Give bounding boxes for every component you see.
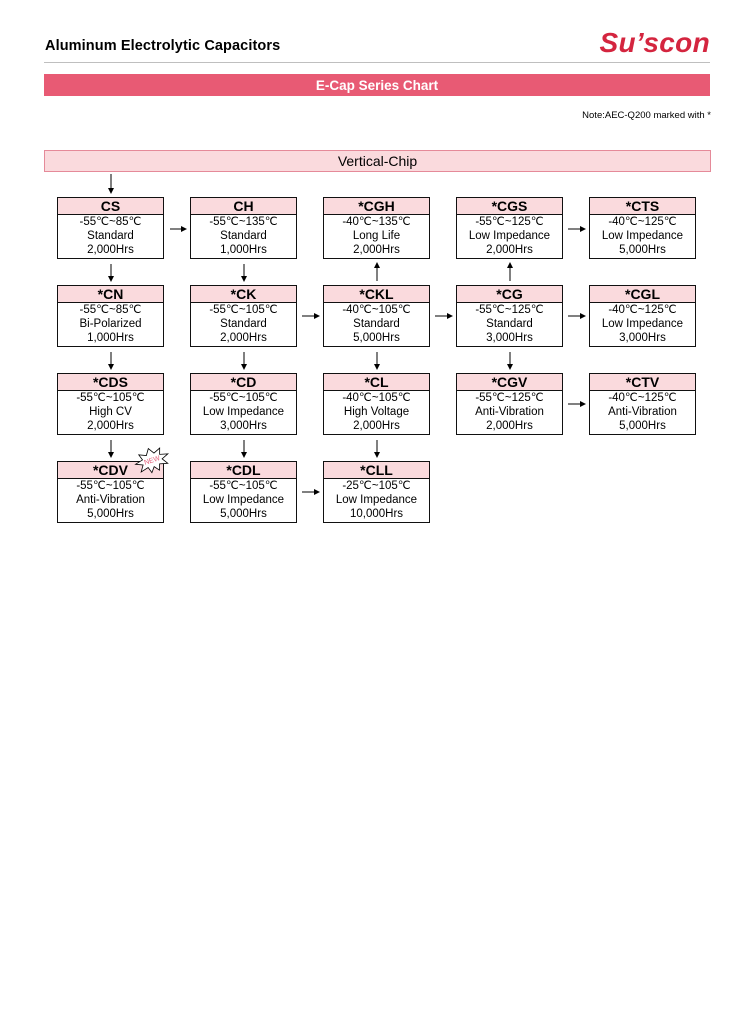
temperature-range: -55℃~135℃ xyxy=(209,216,278,228)
series-name: *CDS xyxy=(58,374,163,391)
temperature-range: -55℃~105℃ xyxy=(209,480,278,492)
series-name: *CD xyxy=(191,374,296,391)
load-life: 10,000Hrs xyxy=(349,508,404,520)
temperature-range: -40℃~105℃ xyxy=(342,392,411,404)
temperature-range: -55℃~125℃ xyxy=(475,304,544,316)
series-type: Standard xyxy=(220,230,267,242)
temperature-range: -55℃~105℃ xyxy=(209,304,278,316)
load-life: 1,000Hrs xyxy=(220,244,267,256)
series-type: Anti-Vibration xyxy=(76,494,145,506)
series-name: *CDL xyxy=(191,462,296,479)
series-type: Low Impedance xyxy=(202,406,285,418)
series-type: Standard xyxy=(87,230,134,242)
temperature-range: -40℃~105℃ xyxy=(342,304,411,316)
series-type: Low Impedance xyxy=(468,230,551,242)
load-life: 5,000Hrs xyxy=(220,508,267,520)
load-life: 3,000Hrs xyxy=(220,420,267,432)
series-name: *CG xyxy=(457,286,562,303)
aec-q200-note: Note:AEC-Q200 marked with * xyxy=(582,110,711,121)
series-name: *CN xyxy=(58,286,163,303)
brand-logo: Su’scon xyxy=(599,27,710,58)
series-name: *CDV xyxy=(58,462,163,479)
series-type: Standard xyxy=(486,318,533,330)
series-name: *CGH xyxy=(324,198,429,215)
temperature-range: -25℃~105℃ xyxy=(342,480,411,492)
series-name: *CK xyxy=(191,286,296,303)
series-type: Anti-Vibration xyxy=(475,406,544,418)
series-type: Standard xyxy=(353,318,400,330)
temperature-range: -55℃~125℃ xyxy=(475,216,544,228)
temperature-range: -55℃~125℃ xyxy=(475,392,544,404)
load-life: 2,000Hrs xyxy=(486,420,533,432)
series-name: CH xyxy=(191,198,296,215)
series-type: High CV xyxy=(89,406,132,418)
load-life: 2,000Hrs xyxy=(353,420,400,432)
series-name: *CTS xyxy=(590,198,695,215)
temperature-range: -40℃~135℃ xyxy=(342,216,411,228)
series-name: *CTV xyxy=(590,374,695,391)
temperature-range: -55℃~105℃ xyxy=(76,480,145,492)
temperature-range: -55℃~85℃ xyxy=(79,304,142,316)
series-type: Low Impedance xyxy=(335,494,418,506)
load-life: 5,000Hrs xyxy=(619,244,666,256)
load-life: 5,000Hrs xyxy=(619,420,666,432)
series-name: CS xyxy=(58,198,163,215)
load-life: 3,000Hrs xyxy=(619,332,666,344)
series-name: *CKL xyxy=(324,286,429,303)
series-name: *CL xyxy=(324,374,429,391)
load-life: 3,000Hrs xyxy=(486,332,533,344)
series-name: *CGS xyxy=(457,198,562,215)
temperature-range: -55℃~105℃ xyxy=(76,392,145,404)
temperature-range: -55℃~85℃ xyxy=(79,216,142,228)
load-life: 2,000Hrs xyxy=(87,420,134,432)
chart-title: E-Cap Series Chart xyxy=(315,77,439,93)
load-life: 2,000Hrs xyxy=(220,332,267,344)
temperature-range: -40℃~125℃ xyxy=(608,216,677,228)
series-type: Low Impedance xyxy=(601,318,684,330)
load-life: 5,000Hrs xyxy=(353,332,400,344)
load-life: 2,000Hrs xyxy=(486,244,533,256)
temperature-range: -40℃~125℃ xyxy=(608,304,677,316)
series-type: Standard xyxy=(220,318,267,330)
series-type: Long Life xyxy=(352,230,401,242)
series-type: High Voltage xyxy=(343,406,410,418)
series-type: Low Impedance xyxy=(601,230,684,242)
temperature-range: -40℃~125℃ xyxy=(608,392,677,404)
series-name: *CGV xyxy=(457,374,562,391)
section-title: Vertical-Chip xyxy=(337,153,418,169)
new-badge-label: NEW xyxy=(143,455,162,467)
series-type: Low Impedance xyxy=(202,494,285,506)
temperature-range: -55℃~105℃ xyxy=(209,392,278,404)
load-life: 1,000Hrs xyxy=(87,332,134,344)
load-life: 2,000Hrs xyxy=(87,244,134,256)
load-life: 5,000Hrs xyxy=(87,508,134,520)
new-badge-icon xyxy=(132,443,172,476)
series-type: Bi-Polarized xyxy=(79,318,142,330)
series-type: Anti-Vibration xyxy=(608,406,677,418)
document-subject: Aluminum Electrolytic Capacitors xyxy=(45,38,281,54)
load-life: 2,000Hrs xyxy=(353,244,400,256)
series-name: *CLL xyxy=(324,462,429,479)
series-name: *CGL xyxy=(590,286,695,303)
